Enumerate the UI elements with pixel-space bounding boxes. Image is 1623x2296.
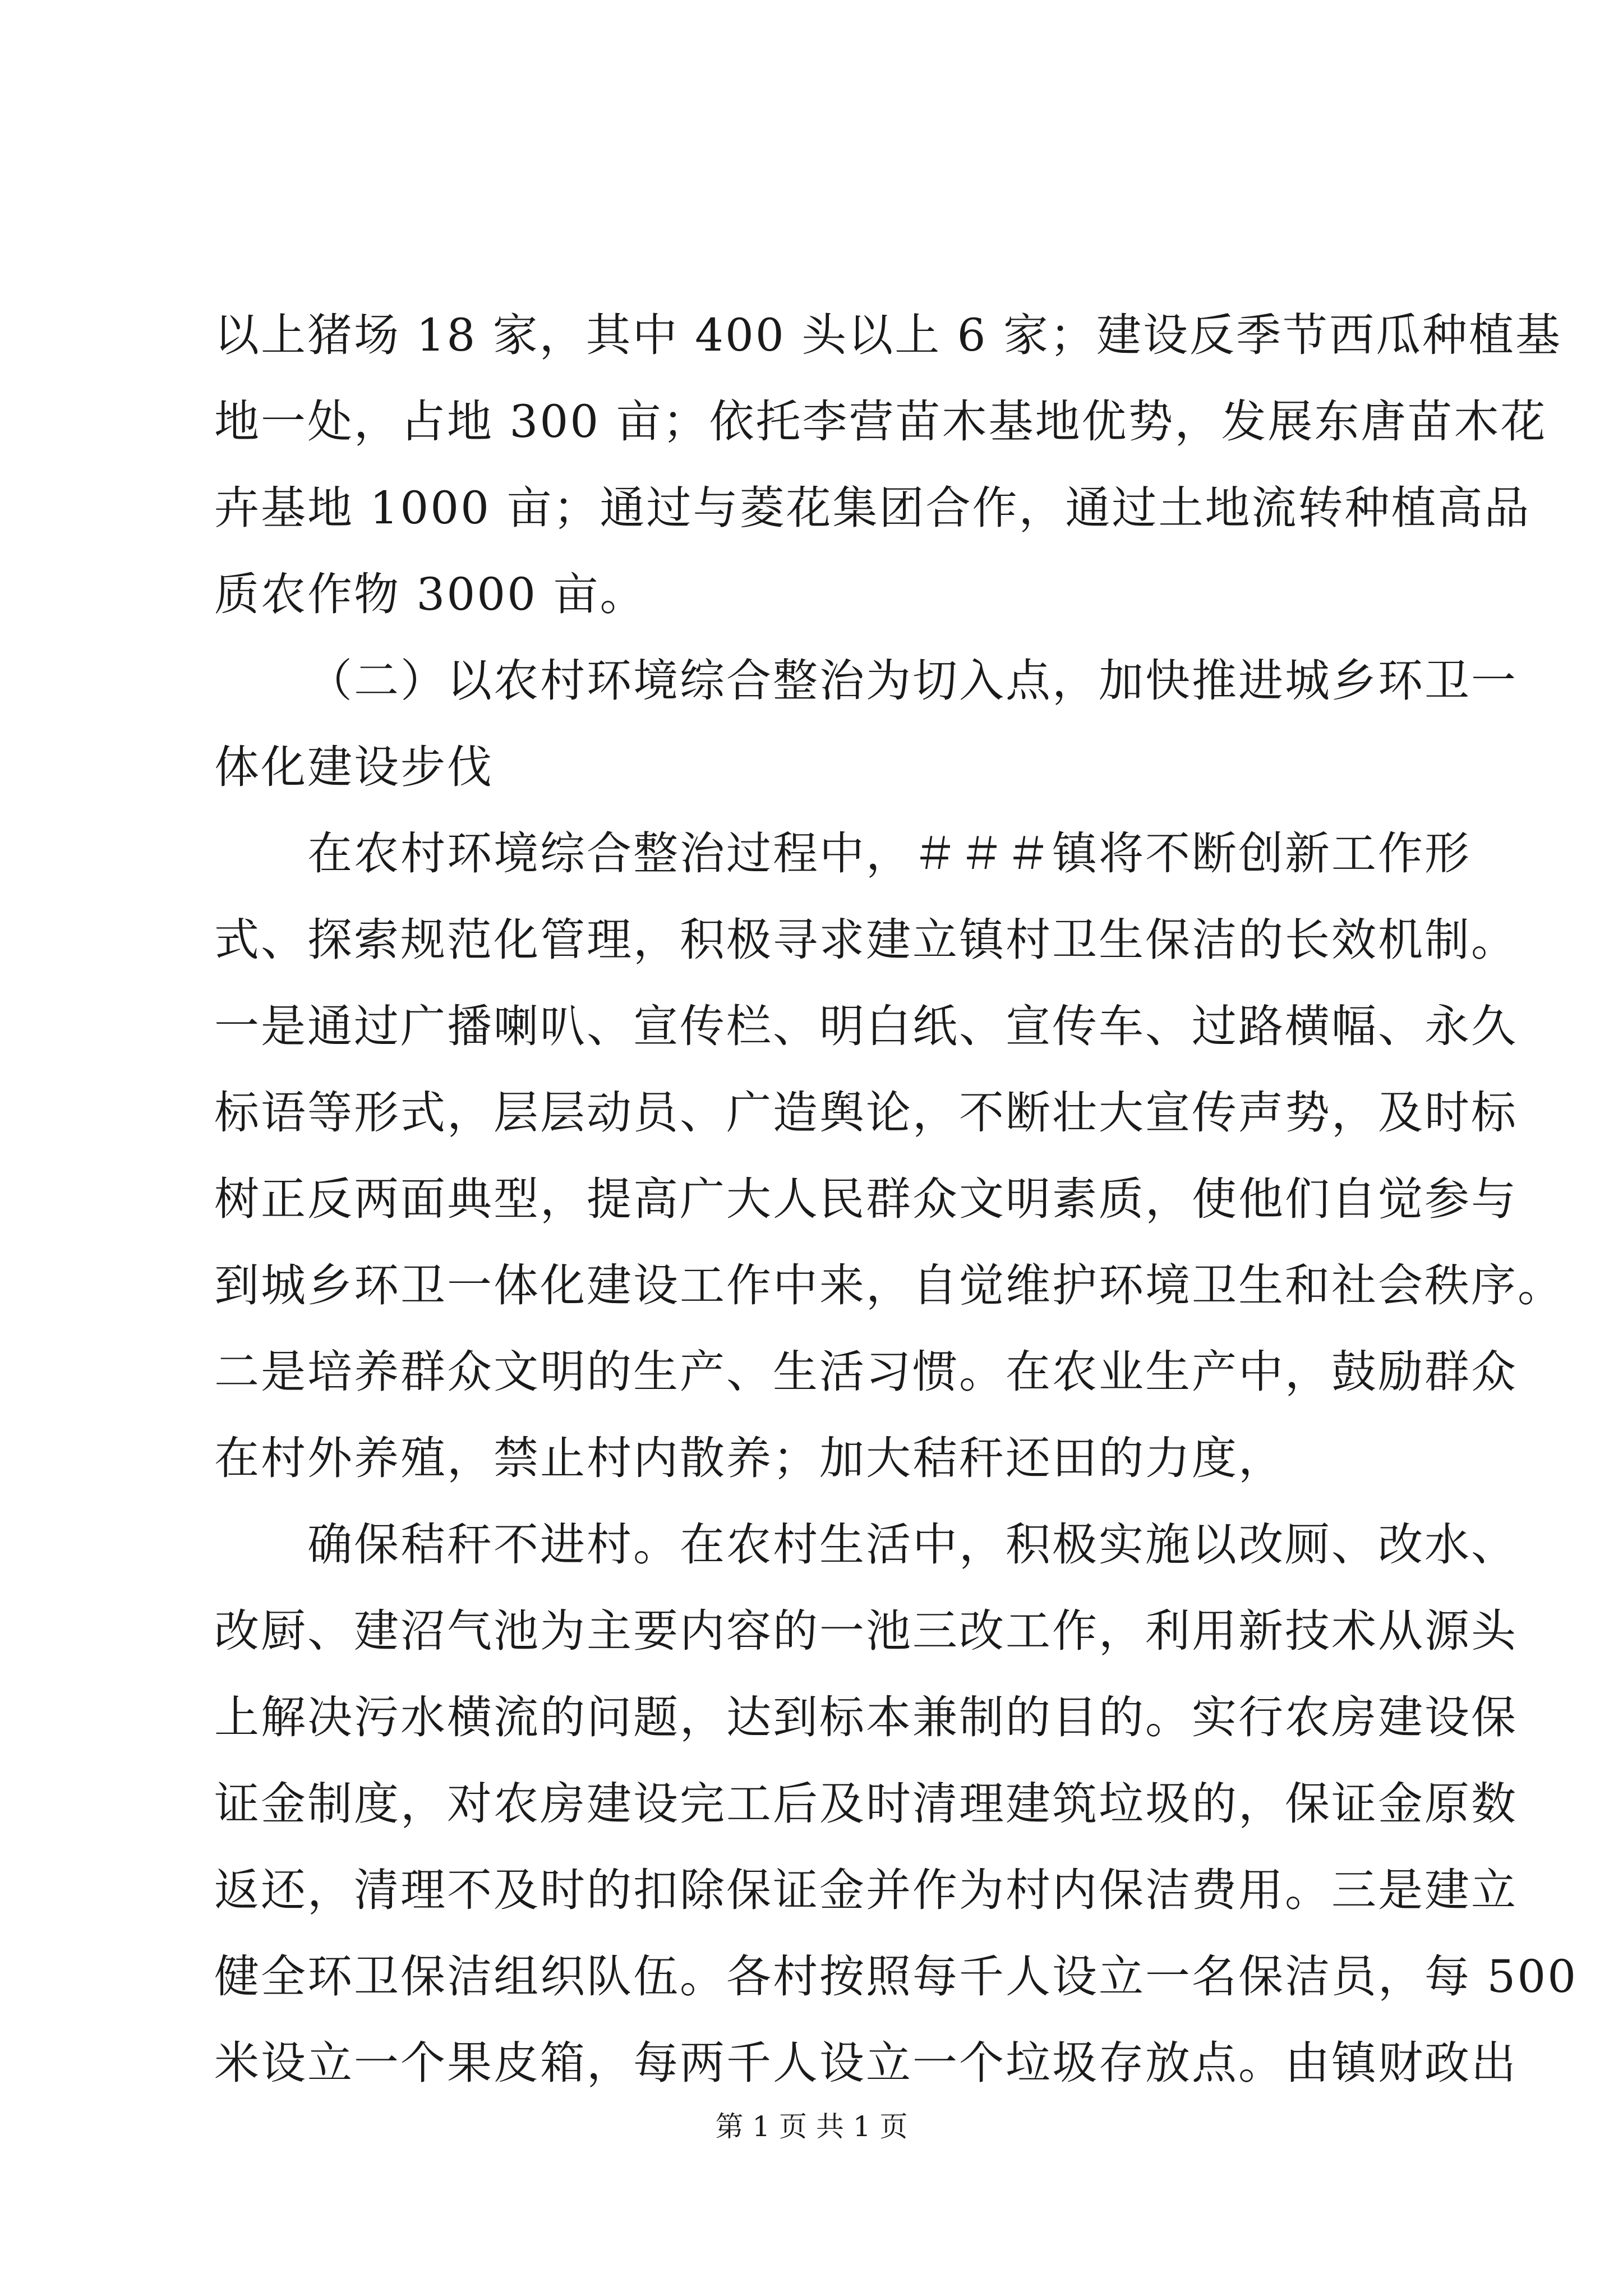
text-line: 到城乡环卫一体化建设工作中来，自觉维护环境卫生和社会秩序。	[214, 1259, 1564, 1312]
text-line: 确保秸秆不进村。在农村生活中，积极实施以改厕、改水、	[307, 1519, 1518, 1571]
text-line: 上解决污水横流的问题，达到标本兼制的目的。实行农房建设保	[214, 1691, 1518, 1743]
text-line: 二是培养群众文明的生产、生活习惯。在农业生产中，鼓励群众	[214, 1346, 1518, 1398]
text-line: 改厨、建沼气池为主要内容的一池三改工作，利用新技术从源头	[214, 1605, 1518, 1657]
text-line: 质农作物 3000 亩。	[214, 568, 647, 620]
text-line: 健全环卫保洁组织队伍。各村按照每千人设立一名保洁员，每 500	[214, 1950, 1578, 2003]
section-heading-line: 体化建设步伐	[214, 741, 494, 793]
text-line: 以上猪场 18 家，其中 400 头以上 6 家；建设反季节西瓜种植基	[214, 309, 1562, 361]
text-line: 式、探索规范化管理，积极寻求建立镇村卫生保洁的长效机制。	[214, 914, 1518, 966]
text-line: 标语等形式，层层动员、广造舆论，不断壮大宣传声势，及时标	[214, 1087, 1518, 1139]
text-line: 在村外养殖，禁止村内散养；加大秸秆还田的力度，	[214, 1432, 1285, 1484]
page-footer: 第 1 页 共 1 页	[715, 2110, 908, 2143]
text-line: 树正反两面典型，提高广大人民群众文明素质，使他们自觉参与	[214, 1173, 1518, 1225]
text-line: 米设立一个果皮箱，每两千人设立一个垃圾存放点。由镇财政出	[214, 2037, 1518, 2089]
text-line: 卉基地 1000 亩；通过与菱花集团合作，通过土地流转种植高品	[214, 482, 1531, 534]
text-line: 证金制度，对农房建设完工后及时清理建筑垃圾的，保证金原数	[214, 1778, 1518, 1830]
text-line: 一是通过广播喇叭、宣传栏、明白纸、宣传车、过路横幅、永久	[214, 1000, 1518, 1052]
section-heading-line: （二）以农村环境综合整治为切入点，加快推进城乡环卫一	[307, 655, 1518, 707]
text-line: 在农村环境综合整治过程中，＃＃＃镇将不断创新工作形	[307, 827, 1471, 880]
text-line: 返还，清理不及时的扣除保证金并作为村内保洁费用。三是建立	[214, 1864, 1518, 1916]
text-line: 地一处，占地 300 亩；依托李营苗木基地优势，发展东唐苗木花	[214, 395, 1547, 448]
